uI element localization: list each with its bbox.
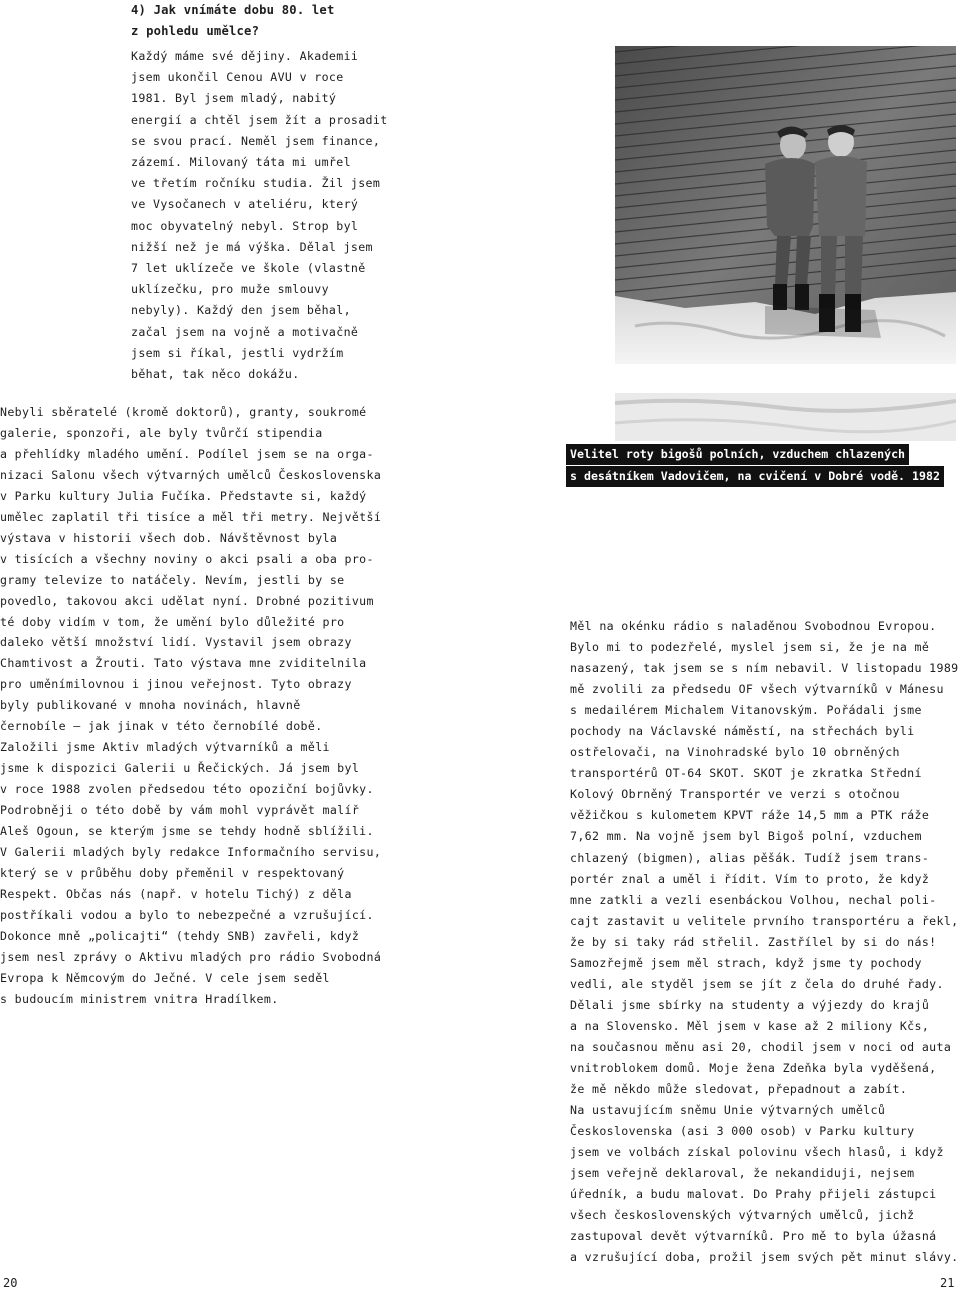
- left-text-line: jsem nesl zprávy o Aktivu mladých pro rádio Svobodná: [0, 949, 382, 964]
- right-text-line: pochody na Václavské náměstí, na střechách byli: [570, 724, 915, 739]
- right-text-line: mě zvolili za předsedu OF všech výtvarníků v Mánesu: [570, 682, 944, 697]
- question-heading: [131, 0, 431, 42]
- left-text-line: Založili jsme Aktiv mladých výtvarníků a měli: [0, 740, 330, 755]
- snow-strip-image: [615, 393, 956, 441]
- right-text-line: na současnou měnu asi 20, chodil jsem v noci od auta: [570, 1039, 952, 1054]
- right-text-line: s medailérem Michalem Vitanovským. Pořádali jsme: [570, 703, 922, 718]
- right-text-line: ostřelovači, na Vinohradské bylo 10 obrněných: [570, 745, 900, 760]
- left-text-line: umělec zaplatil tři tisíce a měl tři metry. Největší: [0, 509, 382, 524]
- right-text-line: vnitroblokem domů. Moje žena Zdeňka byla vyděšená,: [570, 1060, 937, 1075]
- right-text-line: Samozřejmě jsem měl strach, když jsme ty pochody: [570, 955, 922, 970]
- left-text-line: gramy televize to natáčely. Nevím, jestli by se: [0, 572, 345, 587]
- right-text-line: chlazený (bigmen), alias pěšák. Tudíž jsem trans-: [570, 850, 930, 865]
- intro-line: nebyly). Každý den jsem běhal,: [131, 303, 351, 318]
- right-body-paragraph: [570, 616, 959, 1268]
- left-body-paragraph: [0, 402, 381, 1010]
- left-text-line: výstava v historii všech dob. Návštěvnost byla: [0, 530, 338, 545]
- right-text-line: Dělali jsme sbírky na studenty a výjezdy do krajů: [570, 997, 930, 1012]
- intro-line: se svou prací. Neměl jsem finance,: [131, 133, 381, 148]
- right-text-line: Kolový Obrněný Transportér ve verzi s otočnou: [570, 787, 900, 802]
- right-text-line: portér znal a uměl i řídit. Vím to proto, že když: [570, 871, 930, 886]
- photo-two-soldiers: [615, 46, 956, 364]
- intro-line: začal jsem na vojně a motivačně: [131, 324, 359, 339]
- right-text-line: Měl na okénku rádio s naladěnou Svobodnou Evropou.: [570, 619, 937, 633]
- right-text-line: zastupoval devět výtvarníků. Pro mě to byla úžasná: [570, 1229, 937, 1244]
- intro-line: energií a chtěl jsem žít a prosadit: [131, 112, 388, 127]
- intro-line: nižší než je má výška. Dělal jsem: [131, 239, 373, 254]
- left-text-line: byly publikované v mnoha novinách, hlavně: [0, 698, 301, 713]
- left-text-line: Nebyli sběratelé (kromě doktorů), granty, soukromé: [0, 405, 367, 419]
- intro-line: uklízečku, pro muže smlouvy: [131, 282, 329, 297]
- left-text-line: Respekt. Občas nás (např. v hotelu Tichý) z děla: [0, 886, 352, 901]
- left-text-line: v Parku kultury Julia Fučíka. Představte si, každý: [0, 488, 367, 503]
- left-text-line: pro uměnímilovnou i jinou veřejnost. Tyto obrazy: [0, 677, 352, 692]
- intro-line: moc obyvatelný nebyl. Strop byl: [131, 218, 359, 233]
- right-text-line: že mě někdo může sledovat, přepadnout a zabít.: [570, 1082, 908, 1097]
- right-text-line: věžičkou s kulometem KPVT ráže 14,5 mm a PTK ráže: [570, 808, 930, 823]
- right-text-line: a vzrušující doba, prožil jsem svých pět minut slávy.: [570, 1250, 959, 1265]
- page-number-right: 21: [940, 1276, 955, 1290]
- intro-line: jsem ukončil Cenou AVU v roce: [131, 70, 344, 85]
- left-text-line: Aleš Ogoun, se kterým jsme se tehdy hodně sblížili.: [0, 824, 374, 839]
- left-text-line: jsme k dispozici Galerii u Řečických. Já jsem byl: [0, 761, 360, 776]
- left-text-line: v roce 1988 zvolen předsedou této opoziční bojůvky.: [0, 782, 374, 797]
- left-text-line: nizaci Salonu všech výtvarných umělců Československa: [0, 467, 382, 482]
- right-text-line: vedli, ale styděl jsem se jít z čela do druhé řady.: [570, 976, 944, 991]
- intro-line: 1981. Byl jsem mladý, nabitý: [131, 91, 337, 106]
- right-text-line: a na Slovensko. Měl jsem v kase až 2 miliony Kčs,: [570, 1018, 930, 1033]
- caption-line: s desátníkem Vadovičem, na cvičení v Dobré vodě. 1982: [566, 466, 944, 487]
- left-text-line: Evropa k Němcovým do Ječné. V cele jsem seděl: [0, 970, 330, 985]
- photo-snow-strip: [615, 393, 956, 441]
- right-text-line: Československa (asi 3 000 osob) v Parku kultury: [570, 1124, 915, 1139]
- right-text-line: jsem ve volbách získal polovinu všech hlasů, i když: [570, 1145, 944, 1160]
- right-text-line: všech československých výtvarných umělců, jichž: [570, 1208, 915, 1223]
- photo-image: [615, 46, 956, 364]
- right-text-line: jsem veřejně deklaroval, že nekandiduji, nejsem: [570, 1166, 915, 1181]
- intro-line: 7 let uklízeče ve škole (vlastně: [131, 261, 366, 276]
- intro-line: jsem si říkal, jestli vydržím: [131, 345, 344, 360]
- left-text-line: černobíle – jak jinak v této černobílé době.: [0, 719, 323, 734]
- right-text-line: mne zatkli a vezli esenbáckou Volhou, nechal poli-: [570, 892, 937, 907]
- intro-line: ve Vysočanech v ateliéru, který: [131, 197, 359, 212]
- intro-line: ve třetím ročníku studia. Žil jsem: [131, 176, 381, 191]
- left-text-line: v tisících a všechny noviny o akci psali a oba pro-: [0, 551, 374, 566]
- left-text-line: povedlo, takovou akci udělat nyní. Drobné pozitivum: [0, 593, 374, 608]
- photo-caption: [566, 444, 944, 488]
- left-text-line: galerie, sponzoři, ale byly tvůrčí stipendia: [0, 425, 323, 440]
- right-text-line: nasazený, tak jsem se s ním nebavil. V listopadu 1989: [570, 661, 959, 676]
- left-text-line: V Galerii mladých byly redakce Informačního servisu,: [0, 845, 382, 860]
- intro-line: Každý máme své dějiny. Akademii: [131, 49, 359, 63]
- caption-line: Velitel roty bigošů polních, vzduchem chlazených: [566, 444, 909, 465]
- right-text-line: cajt zastavit u velitele prvního transportéru a řekl,: [570, 913, 959, 928]
- intro-paragraph: [131, 46, 388, 385]
- heading-line: z pohledu umělce?: [131, 24, 260, 38]
- intro-line: zázemí. Milovaný táta mi umřel: [131, 155, 351, 170]
- left-text-line: postříkali vodou a bylo to nebezpečné a vzrušující.: [0, 907, 374, 922]
- right-text-line: 7,62 mm. Na vojně jsem byl Bigoš polní, vzduchem: [570, 829, 922, 844]
- right-text-line: Bylo mi to podezřelé, myslel jsem si, že je na mě: [570, 640, 930, 655]
- left-text-line: a přehlídky mladého umění. Podílel jsem se na orga-: [0, 446, 374, 461]
- left-text-line: Chamtivost a Žrouti. Tato výstava mne zviditelnila: [0, 656, 367, 671]
- left-text-line: té doby vidím v tom, že umění bylo důležité pro: [0, 614, 345, 629]
- left-text-line: který se v průběhu doby přeměnil v respektovaný: [0, 865, 345, 880]
- left-text-line: s budoucím ministrem vnitra Hradílkem.: [0, 991, 279, 1006]
- right-text-line: že by si taky rád střelil. Zastřílel by si do nás!: [570, 934, 937, 949]
- heading-line: 4) Jak vnímáte dobu 80. let: [131, 3, 335, 17]
- page-number-left: 20: [3, 1276, 18, 1290]
- left-text-line: Dokonce mně „policajti“ (tehdy SNB) zavřeli, když: [0, 928, 360, 943]
- intro-line: běhat, tak něco dokážu.: [131, 367, 300, 382]
- right-text-line: Na ustavujícím sněmu Unie výtvarných umělců: [570, 1103, 886, 1118]
- right-text-line: úředník, a budu malovat. Do Prahy přijeli zástupci: [570, 1187, 937, 1202]
- left-text-line: daleko větší množství lidí. Vystavil jsem obrazy: [0, 635, 352, 650]
- left-text-line: Podrobněji o této době by vám mohl vyprávět malíř: [0, 803, 360, 818]
- right-text-line: transportérů OT-64 SKOT. SKOT je zkratka Střední: [570, 766, 922, 781]
